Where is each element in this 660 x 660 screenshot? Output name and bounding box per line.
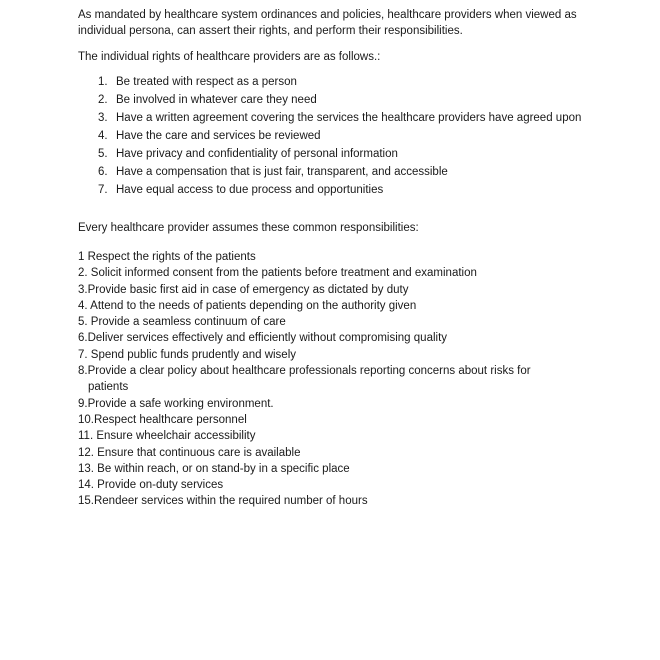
responsibility-item: 1 Respect the rights of the patients — [78, 251, 256, 263]
responsibility-item: 3.Provide basic first aid in case of emergency as dictated by duty — [78, 283, 409, 296]
rights-item-text: Be treated with respect as a person — [116, 76, 297, 88]
rights-item-text: Have equal access to due process and opportunities — [116, 184, 384, 196]
responsibility-item: 2. Solicit informed consent from the patients before treatment and examination — [78, 267, 477, 280]
responsibility-item: 12. Ensure that continuous care is available — [78, 446, 301, 459]
rights-heading: The individual rights of healthcare providers are as follows.: — [78, 51, 381, 63]
rights-list-item — [78, 92, 598, 108]
rights-item-number: 3. — [98, 112, 108, 124]
rights-list-item — [78, 182, 598, 198]
rights-list — [78, 74, 598, 198]
responsibility-item: 4. Attend to the needs of patients depending on the authority given — [78, 299, 417, 312]
responsibility-item: 13. Be within reach, or on stand-by in a specific place — [78, 462, 350, 475]
rights-item-number: 4. — [98, 130, 108, 142]
responsibility-item — [78, 379, 598, 395]
responsibility-item: 8.Provide a clear policy about healthcare professionals reporting concerns about risks for — [78, 365, 531, 378]
rights-item-number: 2. — [98, 94, 108, 106]
rights-item-text: Have a compensation that is just fair, transparent, and accessible — [116, 166, 448, 178]
responsibility-item: 14. Provide on-duty services — [78, 479, 224, 492]
responsibility-item: 9.Provide a safe working environment. — [78, 397, 274, 410]
responsibility-item: 6.Deliver services effectively and efficiently without compromising quality — [78, 332, 448, 345]
rights-item-text: Have a written agreement covering the services the healthcare providers have agreed upon — [116, 112, 582, 124]
document-page — [78, 7, 598, 510]
responsibility-item: 5. Provide a seamless continuum of care — [78, 316, 286, 329]
rights-item-number: 5. — [98, 148, 108, 160]
rights-item-number: 6. — [98, 166, 108, 178]
rights-list-item — [78, 164, 598, 180]
rights-item-text: Be involved in whatever care they need — [116, 94, 317, 106]
responsibility-item: 10.Respect healthcare personnel — [78, 413, 247, 426]
intro-paragraph: As mandated by healthcare system ordinances and policies, healthcare providers when viewed as individual persona, can assert their rights, and perform their responsibilities. — [78, 9, 577, 37]
responsibility-item: 11. Ensure wheelchair accessibility — [78, 430, 256, 443]
rights-item-text: Have privacy and confidentiality of personal information — [116, 148, 398, 160]
rights-item-number: 1. — [98, 76, 108, 88]
rights-list-item — [78, 128, 598, 144]
responsibility-item: 7. Spend public funds prudently and wisely — [78, 348, 297, 361]
rights-list-item — [78, 146, 598, 162]
responsibilities-heading: Every healthcare provider assumes these common responsibilities: — [78, 222, 419, 234]
responsibility-item: 15.Rendeer services within the required number of hours — [78, 495, 368, 508]
rights-list-item — [78, 110, 598, 126]
responsibilities-list — [78, 249, 598, 509]
rights-list-item — [78, 74, 598, 90]
rights-item-number: 7. — [98, 184, 108, 196]
rights-item-text: Have the care and services be reviewed — [116, 130, 321, 142]
responsibility-item-continuation: patients — [88, 381, 129, 394]
